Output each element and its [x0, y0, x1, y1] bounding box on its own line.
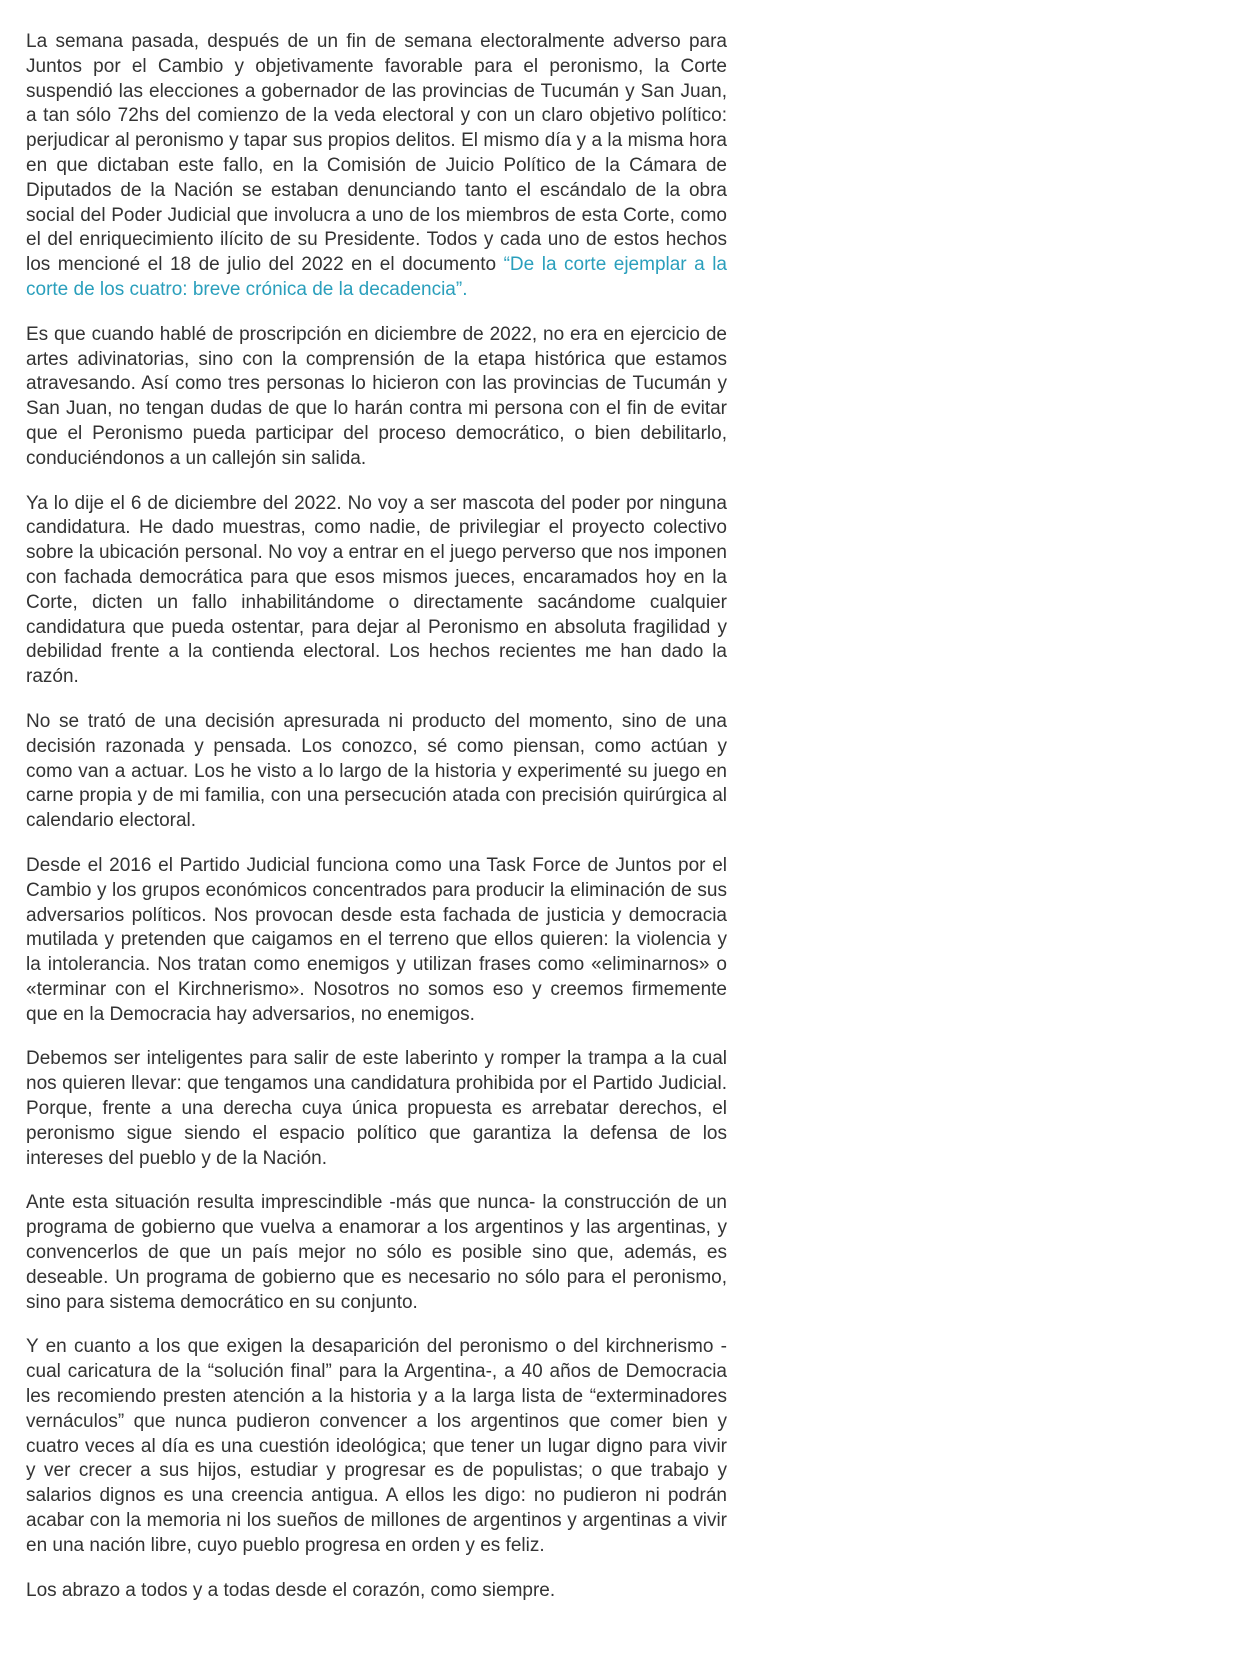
paragraph-5: Desde el 2016 el Partido Judicial funciona como una Task Force de Juntos por el Cambio y los grupos económicos concentrados para producir la eliminación de sus adversarios políticos. Nos provocan desde esta fachada de justicia y democracia mutilada y pretenden que caigamos en el terreno que ellos quieren: la violencia y la intolerancia. Nos tratan como enemigos y utilizan frases como «eliminarnos» o «terminar con el Kirchnerismo». Nosotros no somos eso y creemos firmemente que en la Democracia hay adversarios, no enemigos.: [26, 854, 727, 1025]
paragraph-6: Debemos ser inteligentes para salir de este laberinto y romper la trampa a la cual nos quieren llevar: que tengamos una candidatura prohibida por el Partido Judicial. Porque, frente a una derecha cuya única propuesta es arrebatar derechos, el peronismo sigue siendo el espacio político que garantiza la defensa de los intereses del pueblo y de la Nación.: [26, 1048, 727, 1169]
paragraph-7: Ante esta situación resulta imprescindible -más que nunca- la construcción de un programa de gobierno que vuelva a enamorar a los argentinos y las argentinas, y convencerlos de que un país mejor no sólo es posible sino que, además, es deseable. Un programa de gobierno que es necesario no sólo para el peronismo, sino para sistema democrático en su conjunto.: [26, 1192, 727, 1313]
paragraph-4: No se trató de una decisión apresurada ni producto del momento, sino de una decisión razonada y pensada. Los conozco, sé como piensan, como actúan y como van a actuar. Los he visto a lo largo de la historia y experimenté su juego en carne propia y de mi familia, con una persecución atada con precisión quirúrgica al calendario electoral.: [26, 710, 727, 832]
paragraph-1: [26, 30, 727, 303]
paragraph-closing: Los abrazo a todos y a todas desde el corazón, como siempre.: [26, 1579, 556, 1601]
paragraph-1-text: La semana pasada, después de un fin de semana electoralmente adverso para Juntos por el Cambio y objetivamente favorable para el peronismo, la Corte suspendió las elecciones a gobernador de las provincias de Tucumán y San Juan, a tan sólo 72hs del comienzo de la veda electoral y con un claro objetivo político: perjudicar al peronismo y tapar sus propios delitos. El mismo día y a la misma hora en que dictaban este fallo, en la Comisión de Juicio Político de la Cámara de Diputados de la Nación se estaban denunciando tanto el escándalo de la obra social del Poder Judicial que involucra a uno de los miembros de esta Corte, como el del enriquecimiento ilícito de su Presidente. Todos y cada uno de estos hechos los mencioné el 18 de julio del 2022 en el documento: [26, 31, 727, 276]
paragraph-2: Es que cuando hablé de proscripción en diciembre de 2022, no era en ejercicio de artes adivinatorias, sino con la comprensión de la etapa histórica que estamos atravesando. Así como tres personas lo hicieron con las provincias de Tucumán y San Juan, no tengan dudas de que lo harán contra mi persona con el fin de evitar que el Peronismo pueda participar del proceso democrático, o bien debilitarlo, conduciéndonos a un callejón sin salida.: [26, 323, 727, 469]
paragraph-8: Y en cuanto a los que exigen la desaparición del peronismo o del kirchnerismo -cual caricatura de la “solución final” para la Argentina-, a 40 años de Democracia les recomiendo presten atención a la historia y a la larga lista de “exterminadores vernáculos” que nunca pudieron convencer a los argentinos que comer bien y cuatro veces al día es una cuestión ideológica; que tener un lugar digno para vivir y ver crecer a sus hijos, estudiar y progresar es de populistas; o que trabajo y salarios dignos es una creencia antigua. A ellos les digo: no pudieron ni podrán acabar con la memoria ni los sueños de millones de argentinos y argentinas a vivir en una nación libre, cuyo pueblo progresa en orden y es feliz.: [26, 1336, 727, 1556]
document-link[interactable]: “De la corte ejemplar a la corte de los cuatro: breve crónica de la decadencia”.: [26, 254, 727, 300]
paragraph-3: Ya lo dije el 6 de diciembre del 2022. No voy a ser mascota del poder por ninguna candidatura. He dado muestras, como nadie, de privilegiar el proyecto colectivo sobre la ubicación personal. No voy a entrar en el juego perverso que nos imponen con fachada democrática para que esos mismos jueces, encaramados hoy en la Corte, dicten un fallo inhabilitándome o directamente sacándome cualquier candidatura que pueda ostentar, para dejar al Peronismo en absoluta fragilidad y debilidad frente a la contienda electoral. Los hechos recientes me han dado la razón.: [26, 492, 727, 688]
document-body: [26, 30, 727, 1603]
